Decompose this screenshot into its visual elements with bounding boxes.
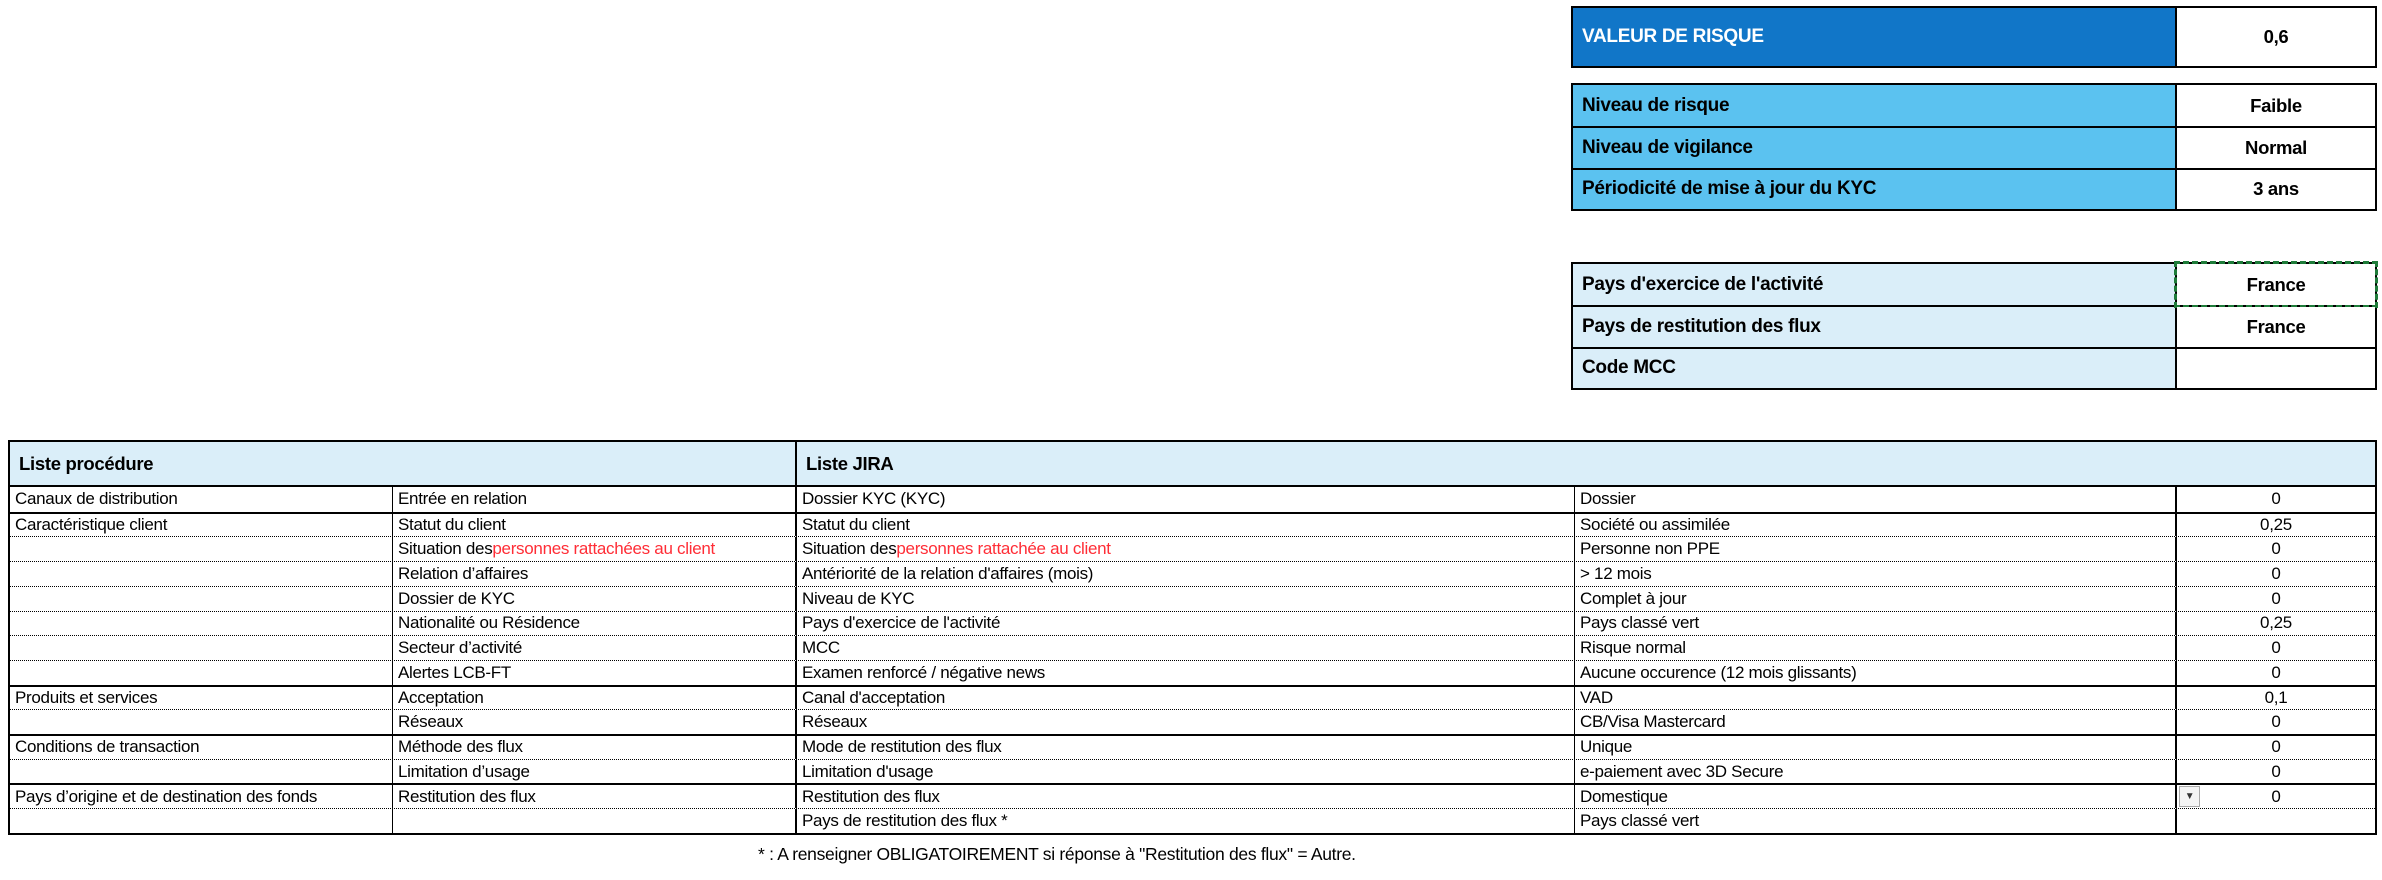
cell-jira-item: Réseaux — [797, 710, 1575, 734]
cell-procedure-item: Réseaux — [393, 710, 797, 734]
table-row — [10, 685, 2375, 710]
cell-text: Situation des — [398, 539, 493, 559]
kyc-update-label: Périodicité de mise à jour du KYC — [1573, 170, 2177, 209]
cell-category: Conditions de transaction — [10, 736, 393, 759]
kyc-update-row — [1573, 168, 2375, 209]
cell-score-value[interactable]: 0 — [2271, 539, 2281, 559]
activity-country-row — [1573, 264, 2375, 305]
cell-jira-item: MCC — [797, 636, 1575, 660]
cell-jira-answer: Dossier — [1575, 487, 2177, 512]
mandatory-footnote: * : A renseigner OBLIGATOIREMENT si réponse à "Restitution des flux" = Autre. — [758, 844, 1356, 864]
vigilance-level-label: Niveau de vigilance — [1573, 128, 2177, 167]
country-panel — [1571, 262, 2377, 390]
table-row — [10, 759, 2375, 784]
cell-jira-answer: Domestique — [1575, 785, 2177, 808]
cell-score-value[interactable]: 0 — [2271, 588, 2281, 608]
vigilance-level-value[interactable]: Normal — [2177, 128, 2375, 167]
cell-score-value[interactable]: 0 — [2271, 737, 2281, 757]
risk-level-label: Niveau de risque — [1573, 85, 2177, 126]
cell-jira-item: Restitution des flux — [797, 785, 1575, 808]
header-liste-procedure: Liste procédure — [10, 442, 797, 485]
cell-score-value[interactable]: 0,25 — [2260, 515, 2292, 535]
cell-procedure-item: Alertes LCB-FT — [393, 661, 797, 685]
cell-procedure-item: Méthode des flux — [393, 736, 797, 759]
table-row — [10, 709, 2375, 734]
cell-jira-item: Statut du client — [797, 514, 1575, 537]
table-row — [10, 660, 2375, 685]
cell-jira-item: Examen renforcé / négative news — [797, 661, 1575, 685]
alert-text: personnes rattachées au client — [492, 539, 715, 559]
cell-score-value[interactable]: 0 — [2271, 712, 2281, 732]
cell-jira-answer: Personne non PPE — [1575, 537, 2177, 561]
flow-country-value[interactable]: France — [2177, 307, 2375, 346]
cell-category — [10, 661, 393, 685]
cell-score-value[interactable]: 0,1 — [2264, 687, 2288, 707]
cell-category: Caractéristique client — [10, 514, 393, 537]
cell-procedure-item: Nationalité ou Résidence — [393, 612, 797, 636]
risk-value-label: VALEUR DE RISQUE — [1573, 8, 2177, 66]
cell-procedure-item: Entrée en relation — [393, 487, 797, 512]
flow-country-label: Pays de restitution des flux — [1573, 307, 2177, 346]
cell-score-value[interactable]: 0 — [2271, 489, 2281, 509]
table-row — [10, 561, 2375, 586]
table-row — [10, 783, 2375, 808]
cell-score-value[interactable]: 0,25 — [2260, 613, 2292, 633]
cell-jira-answer: VAD — [1575, 687, 2177, 710]
cell-category — [10, 562, 393, 586]
cell-category — [10, 760, 393, 784]
kyc-update-value[interactable]: 3 ans — [2177, 170, 2375, 209]
cell-jira-item: Canal d'acceptation — [797, 687, 1575, 710]
cell-jira-item: Dossier KYC (KYC) — [797, 487, 1575, 512]
cell-jira-item: Pays de restitution des flux * — [797, 809, 1575, 833]
dropdown-arrow-icon[interactable]: ▼ — [2179, 786, 2200, 807]
risk-assessment-table — [8, 440, 2377, 835]
cell-jira-item: Niveau de KYC — [797, 587, 1575, 611]
risk-value-cell[interactable]: 0,6 — [2177, 8, 2375, 66]
mcc-code-row — [1573, 347, 2375, 388]
cell-category: Pays d’origine et de destination des fonds — [10, 785, 393, 808]
cell-procedure-item: Restitution des flux — [393, 785, 797, 808]
cell-category — [10, 636, 393, 660]
header-liste-jira: Liste JIRA — [806, 452, 894, 474]
risk-level-row — [1573, 85, 2375, 126]
cell-score-value[interactable]: 0 — [2271, 638, 2281, 658]
cell-procedure-item: Statut du client — [393, 514, 797, 537]
activity-country-label: Pays d'exercice de l'activité — [1573, 264, 2177, 305]
cell-jira-answer: Pays classé vert — [1575, 612, 2177, 636]
cell-jira-item: Antériorité de la relation d'affaires (mois) — [797, 562, 1575, 586]
cell-jira-item: Mode de restitution des flux — [797, 736, 1575, 759]
cell-procedure-item — [393, 809, 797, 833]
vigilance-level-row — [1573, 126, 2375, 167]
cell-jira-item — [797, 537, 1575, 561]
cell-procedure-item: Secteur d’activité — [393, 636, 797, 660]
cell-category — [10, 587, 393, 611]
risk-level-value[interactable]: Faible — [2177, 85, 2375, 126]
cell-jira-answer: Risque normal — [1575, 636, 2177, 660]
table-row — [10, 611, 2375, 636]
cell-text: Situation des — [802, 539, 897, 559]
risk-levels-panel — [1571, 83, 2377, 211]
table-row — [10, 734, 2375, 759]
cell-jira-answer: Pays classé vert — [1575, 809, 2177, 833]
cell-jira-answer: Complet à jour — [1575, 587, 2177, 611]
cell-jira-answer: CB/Visa Mastercard — [1575, 710, 2177, 734]
cell-jira-item: Pays d'exercice de l'activité — [797, 612, 1575, 636]
cell-category — [10, 612, 393, 636]
table-header-row — [10, 442, 2375, 487]
cell-score-value[interactable]: 0 — [2271, 761, 2281, 781]
cell-procedure-item: Limitation d’usage — [393, 760, 797, 784]
cell-jira-answer: Aucune occurence (12 mois glissants) — [1575, 661, 2177, 685]
cell-category: Produits et services — [10, 687, 393, 710]
cell-score-value[interactable] — [2177, 809, 2375, 833]
cell-score-value[interactable]: 0 — [2271, 563, 2281, 583]
risk-value-panel — [1571, 6, 2377, 68]
cell-jira-answer: > 12 mois — [1575, 562, 2177, 586]
table-row — [10, 487, 2375, 512]
cell-category: Canaux de distribution — [10, 487, 393, 512]
table-row — [10, 536, 2375, 561]
flow-country-row — [1573, 305, 2375, 346]
alert-text: personnes rattachée au client — [896, 539, 1111, 559]
cell-jira-answer: Société ou assimilée — [1575, 514, 2177, 537]
table-row — [10, 808, 2375, 833]
mcc-code-value[interactable] — [2177, 349, 2375, 388]
cell-procedure-item: Relation d’affaires — [393, 562, 797, 586]
risk-value-row — [1573, 8, 2375, 66]
cell-procedure-item: Dossier de KYC — [393, 587, 797, 611]
cell-score-value[interactable]: 0 ▼ — [2177, 785, 2375, 808]
cell-jira-item: Limitation d'usage — [797, 760, 1575, 784]
cell-procedure-item: Acceptation — [393, 687, 797, 710]
table-row — [10, 512, 2375, 537]
cell-category — [10, 809, 393, 833]
table-row — [10, 635, 2375, 660]
cell-jira-answer: e-paiement avec 3D Secure — [1575, 760, 2177, 784]
table-row — [10, 586, 2375, 611]
cell-jira-answer: Unique — [1575, 736, 2177, 759]
cell-procedure-item — [393, 537, 797, 561]
mcc-code-label: Code MCC — [1573, 349, 2177, 388]
table-body — [10, 487, 2375, 833]
cell-category — [10, 537, 393, 561]
cell-category — [10, 710, 393, 734]
activity-country-value[interactable]: France — [2177, 264, 2375, 305]
cell-score-value[interactable]: 0 — [2271, 662, 2281, 682]
